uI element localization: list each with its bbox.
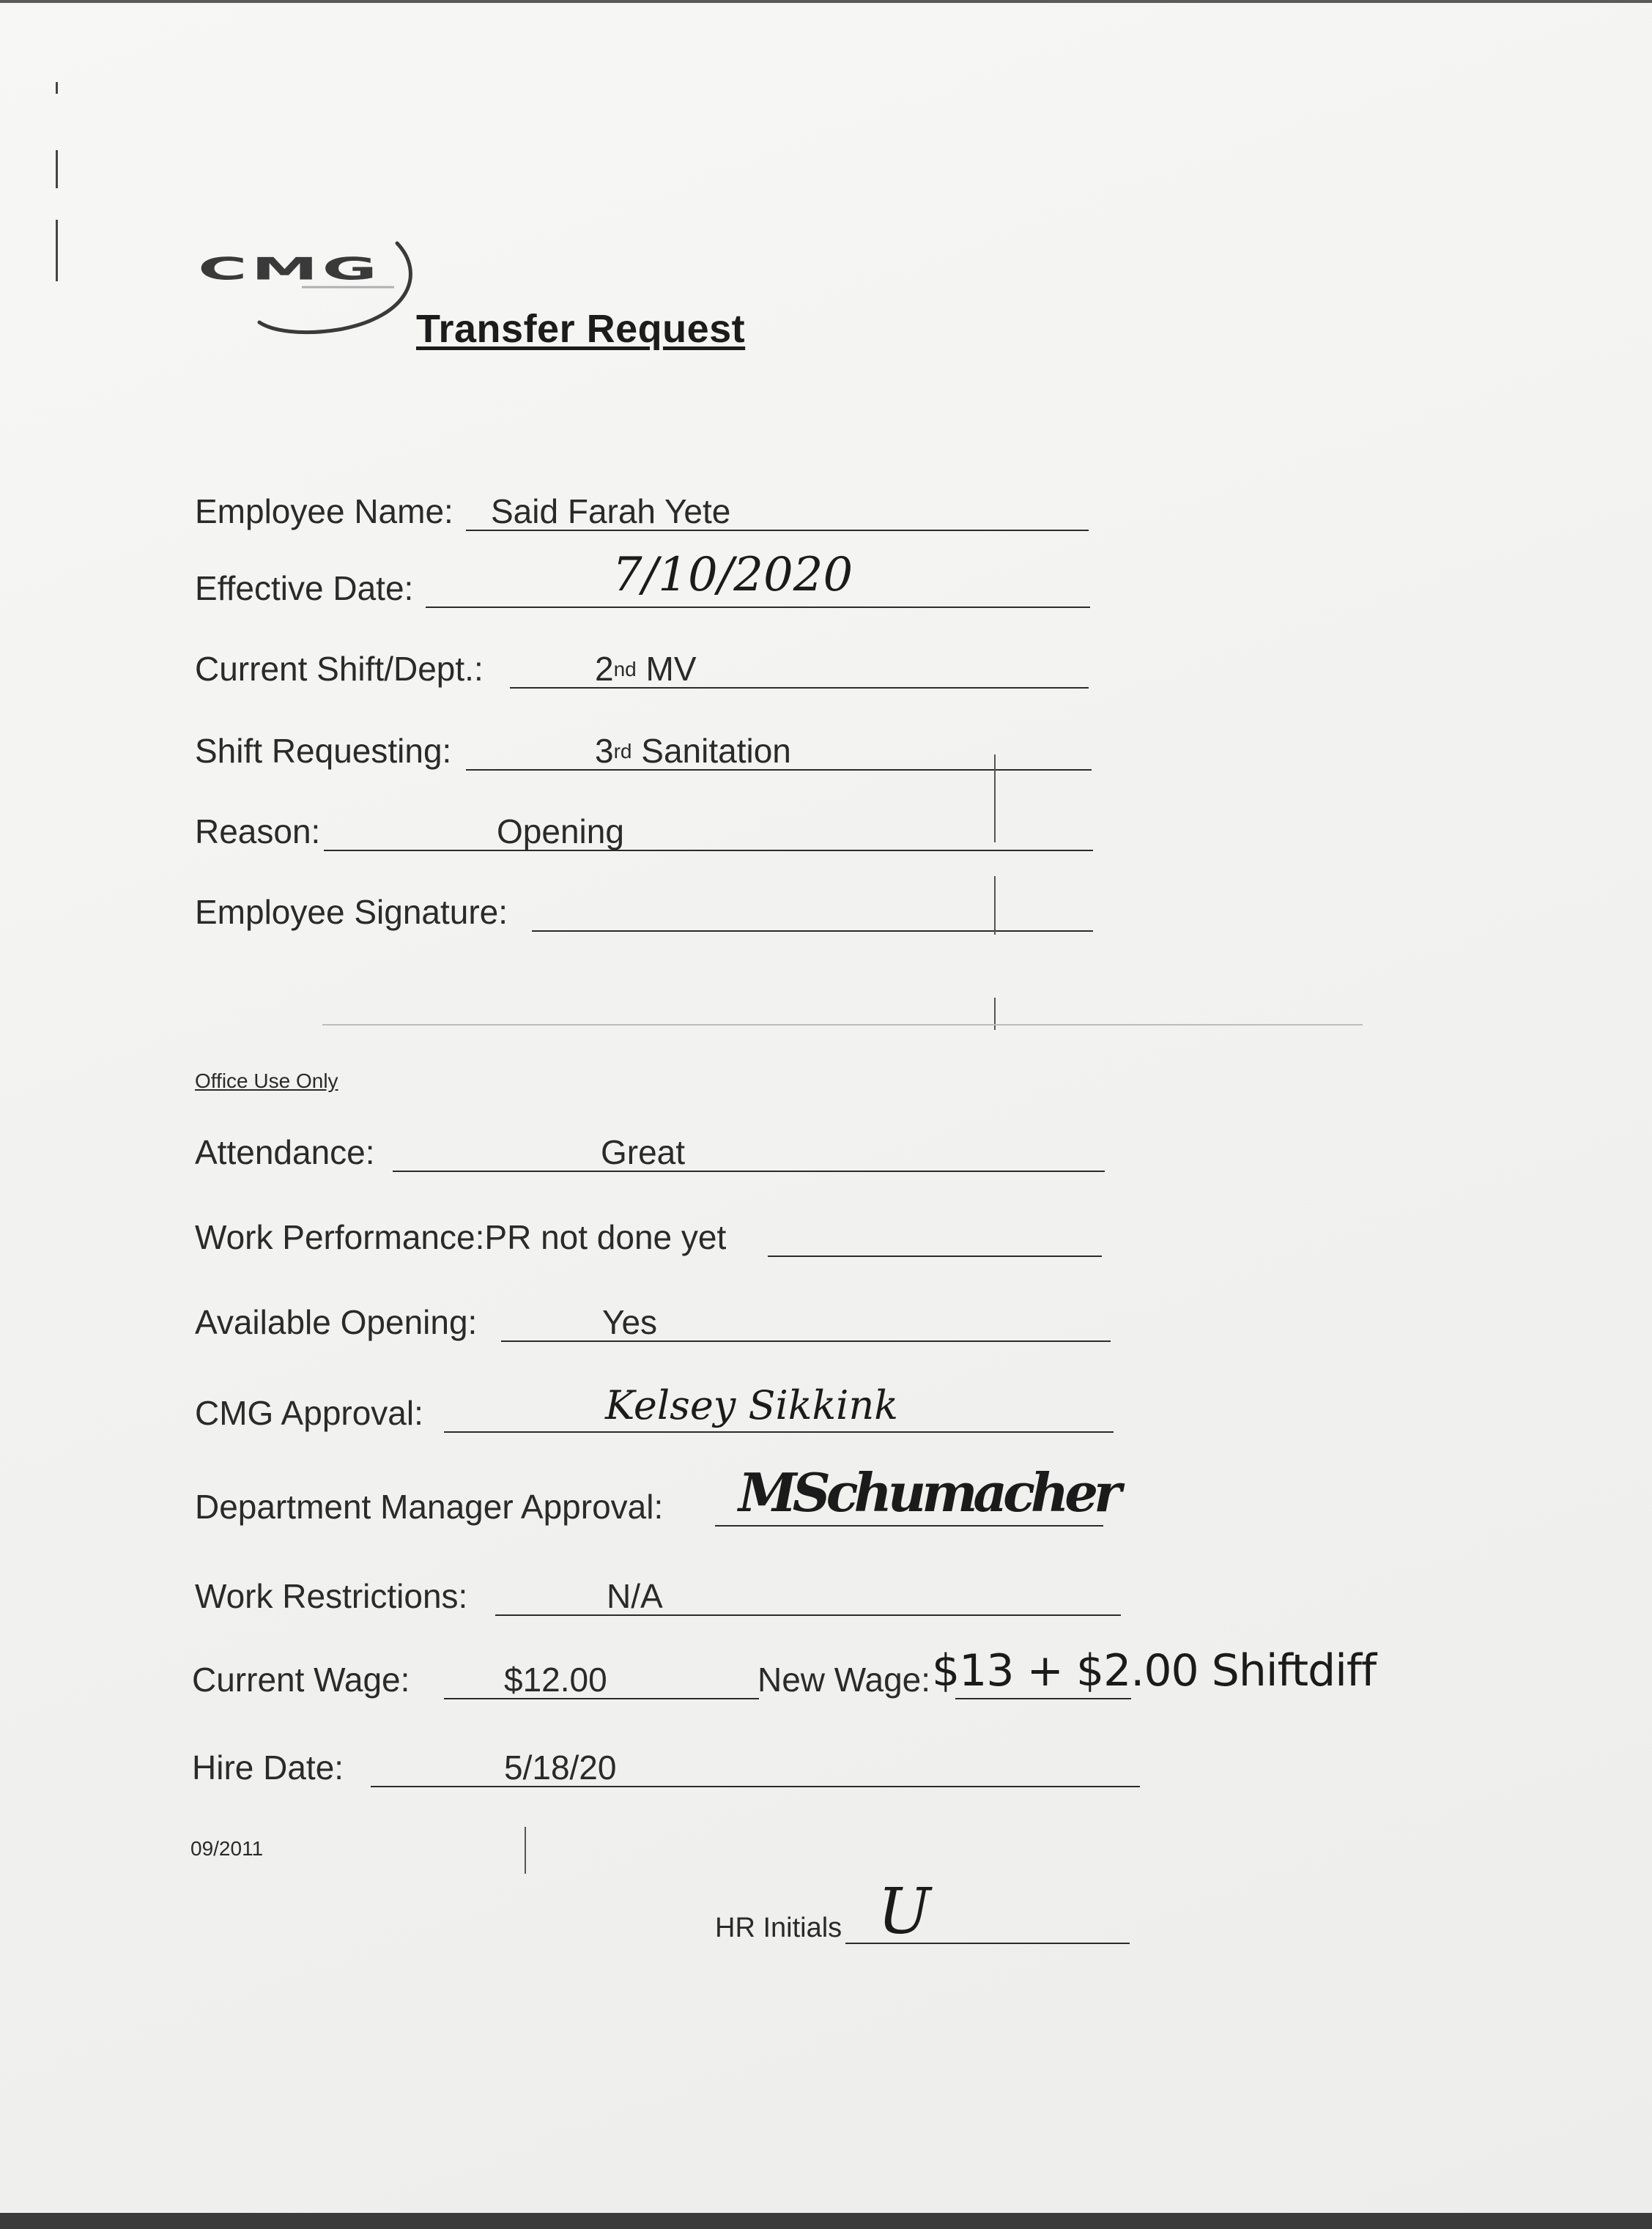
new-wage-line <box>955 1698 1131 1699</box>
page-top-edge <box>0 0 1652 3</box>
cmg-approval-label: CMG Approval: <box>195 1394 423 1432</box>
effective-date-line <box>426 607 1090 608</box>
work-restrictions-row <box>195 1572 1121 1616</box>
shift-requesting-row <box>195 727 1092 771</box>
hire-date-row <box>192 1743 1140 1787</box>
new-wage-value[interactable]: $13 + $2.00 Shiftdiff <box>932 1645 1377 1696</box>
current-shift-value[interactable]: 2nd MV <box>595 650 697 688</box>
punch-mark <box>56 220 58 281</box>
cmg-approval-row <box>195 1377 1114 1433</box>
effective-date-row <box>195 548 1090 608</box>
work-performance-value[interactable]: PR not done yet <box>484 1218 727 1256</box>
punch-mark <box>56 82 58 94</box>
employee-signature-label: Employee Signature: <box>195 893 508 931</box>
employee-name-value[interactable]: Said Farah Yete <box>491 492 731 530</box>
hr-initials-row <box>715 1875 1130 1948</box>
available-opening-line <box>501 1340 1111 1342</box>
work-performance-label: Work Performance:PR not done yet <box>195 1218 727 1256</box>
stray-mark <box>994 876 996 935</box>
employee-signature-row <box>195 888 1093 932</box>
stray-mark <box>994 754 996 842</box>
dept-manager-approval-line <box>715 1525 1103 1527</box>
new-wage-label: New Wage: <box>758 1661 931 1699</box>
dept-manager-approval-label: Department Manager Approval: <box>195 1488 664 1526</box>
office-use-heading: Office Use Only <box>195 1069 338 1092</box>
dept-manager-approval-row <box>195 1450 1162 1527</box>
shift-requesting-value[interactable]: 3rd Sanitation <box>595 732 791 770</box>
attendance-line <box>393 1171 1105 1172</box>
hire-date-value[interactable]: 5/18/20 <box>504 1748 617 1787</box>
effective-date-label: Effective Date: <box>195 569 414 607</box>
form-code: 09/2011 <box>190 1837 264 1860</box>
reason-row <box>195 807 1093 851</box>
available-opening-label: Available Opening: <box>195 1303 478 1341</box>
svg-text:CMG: CMG <box>198 251 382 287</box>
work-restrictions-line <box>495 1614 1121 1616</box>
effective-date-value[interactable]: 7/10/2020 <box>612 548 853 602</box>
page-bottom-edge <box>0 2213 1652 2229</box>
section-divider <box>322 1024 1363 1026</box>
punch-mark <box>56 150 58 188</box>
cmg-approval-value[interactable]: Kelsey Sikkink <box>605 1382 898 1428</box>
attendance-value[interactable]: Great <box>601 1133 686 1171</box>
reason-label: Reason: <box>195 812 321 850</box>
work-restrictions-label: Work Restrictions: <box>195 1577 468 1615</box>
work-performance-line <box>768 1256 1102 1257</box>
work-performance-row <box>195 1213 1102 1257</box>
hire-date-line <box>371 1786 1140 1787</box>
dept-manager-approval-value[interactable]: MSchumacher <box>738 1461 1117 1524</box>
current-shift-row <box>195 645 1089 689</box>
current-shift-label: Current Shift/Dept.: <box>195 650 484 688</box>
cmg-logo <box>192 229 434 346</box>
reason-line <box>324 850 1093 851</box>
hr-initials-label: HR Initials <box>715 1913 842 1943</box>
reason-value[interactable]: Opening <box>497 812 624 850</box>
available-opening-value[interactable]: Yes <box>602 1303 658 1341</box>
employee-name-label: Employee Name: <box>195 492 453 530</box>
current-wage-label: Current Wage: <box>192 1661 410 1699</box>
attendance-row <box>195 1128 1105 1172</box>
available-opening-row <box>195 1298 1111 1342</box>
cmg-approval-line <box>444 1431 1114 1433</box>
employee-signature-line[interactable] <box>532 930 1093 932</box>
attendance-label: Attendance: <box>195 1133 375 1171</box>
current-wage-value[interactable]: $12.00 <box>504 1661 607 1699</box>
wage-row <box>192 1641 1377 1699</box>
hire-date-label: Hire Date: <box>192 1748 344 1787</box>
work-restrictions-value[interactable]: N/A <box>607 1577 663 1615</box>
page-title: Transfer Request <box>416 307 746 351</box>
stray-mark <box>525 1827 526 1874</box>
employee-name-row <box>195 487 1089 531</box>
shift-requesting-label: Shift Requesting: <box>195 732 452 770</box>
hr-initials-value[interactable]: U <box>878 1875 931 1948</box>
